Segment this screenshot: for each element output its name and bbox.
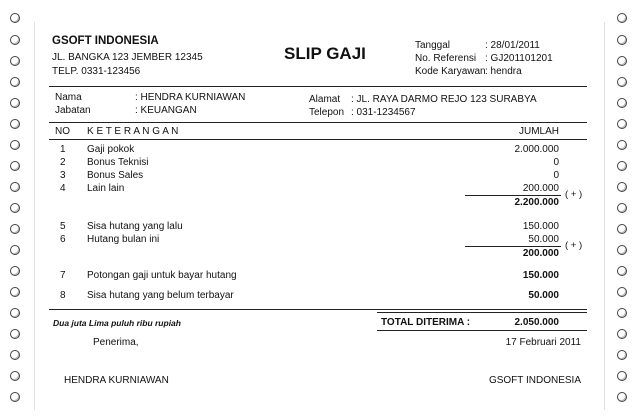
subtotal-amount: 2.200.000 bbox=[514, 197, 559, 208]
divider bbox=[49, 122, 587, 123]
position-value: : KEUANGAN bbox=[135, 105, 197, 116]
feed-hole bbox=[617, 35, 627, 45]
item-desc: Sisa hutang yang belum terbayar bbox=[87, 290, 234, 301]
company-phone: TELP. 0331-123456 bbox=[52, 66, 141, 77]
item-amount: 0 bbox=[553, 157, 559, 168]
item-desc: Sisa hutang yang lalu bbox=[87, 221, 183, 232]
meta-ref-label: No. Referensi bbox=[415, 53, 477, 64]
item-desc: Gaji pokok bbox=[87, 144, 135, 155]
feed-hole bbox=[10, 77, 20, 87]
phone-value: : 031-1234567 bbox=[351, 107, 416, 118]
subtotal-amount: 200.000 bbox=[522, 248, 559, 259]
divider bbox=[49, 86, 587, 87]
feed-hole bbox=[617, 161, 627, 171]
item-amount: 2.000.000 bbox=[514, 144, 559, 155]
feed-hole bbox=[10, 182, 20, 192]
item-desc: Lain lain bbox=[87, 183, 125, 194]
feed-hole bbox=[617, 308, 627, 318]
feed-hole bbox=[10, 329, 20, 339]
feed-hole bbox=[617, 119, 627, 129]
tractor-feed-left bbox=[0, 0, 30, 416]
feed-hole bbox=[10, 308, 20, 318]
company-signature: GSOFT INDONESIA bbox=[488, 375, 581, 386]
item-amount: 0 bbox=[553, 170, 559, 181]
salary-slip bbox=[34, 22, 605, 410]
feed-hole bbox=[10, 140, 20, 150]
feed-hole bbox=[617, 140, 627, 150]
feed-hole bbox=[10, 119, 20, 129]
col-no-header: NO bbox=[55, 126, 70, 137]
document-title: SLIP GAJI bbox=[284, 44, 366, 63]
item-amount: 200.000 bbox=[522, 183, 559, 194]
item-no: 7 bbox=[60, 270, 66, 281]
feed-hole bbox=[10, 224, 20, 234]
address-value: : JL. RAYA DARMO REJO 123 SURABYA bbox=[351, 94, 537, 105]
meta-employee-code-label: Kode Karyawan bbox=[415, 66, 486, 77]
feed-hole bbox=[10, 161, 20, 171]
sign-date: 17 Februari 2011 bbox=[505, 337, 581, 348]
meta-employee-code-value: : hendra bbox=[485, 66, 522, 77]
company-address: JL. BANGKA 123 JEMBER 12345 bbox=[52, 52, 203, 63]
address-label: Alamat bbox=[309, 94, 341, 105]
feed-hole bbox=[617, 329, 627, 339]
feed-hole bbox=[10, 35, 20, 45]
item-amount: 150.000 bbox=[522, 221, 559, 232]
feed-hole bbox=[617, 350, 627, 360]
meta-ref-value: : GJ201101201 bbox=[485, 53, 553, 64]
feed-hole bbox=[617, 245, 627, 255]
feed-hole bbox=[617, 98, 627, 108]
feed-hole bbox=[617, 182, 627, 192]
item-no: 6 bbox=[60, 234, 66, 245]
meta-date-value: : 28/01/2011 bbox=[485, 40, 540, 51]
item-amount: 150.000 bbox=[522, 270, 559, 281]
name-value: : HENDRA KURNIAWAN bbox=[135, 92, 246, 103]
total-bottom-line bbox=[377, 330, 587, 331]
receiver-name: HENDRA KURNIAWAN bbox=[64, 375, 169, 386]
name-label: Nama bbox=[55, 92, 82, 103]
position-label: Jabatan bbox=[55, 105, 91, 116]
total-label: TOTAL DITERIMA : bbox=[381, 317, 471, 328]
subtotal-line bbox=[465, 195, 561, 196]
feed-hole bbox=[10, 56, 20, 66]
item-no: 3 bbox=[60, 170, 66, 181]
feed-hole bbox=[10, 245, 20, 255]
feed-hole bbox=[10, 203, 20, 213]
item-no: 5 bbox=[60, 221, 66, 232]
subtotal-operator: ( + ) bbox=[565, 240, 583, 251]
feed-hole bbox=[10, 350, 20, 360]
feed-hole bbox=[617, 266, 627, 276]
feed-hole bbox=[10, 287, 20, 297]
feed-hole bbox=[617, 371, 627, 381]
meta-date-label: Tanggal bbox=[415, 40, 451, 51]
item-no: 1 bbox=[60, 144, 66, 155]
amount-in-words: Dua juta Lima puluh ribu rupiah bbox=[53, 318, 181, 328]
feed-hole bbox=[10, 392, 20, 402]
feed-hole bbox=[617, 224, 627, 234]
company-name: GSOFT INDONESIA bbox=[52, 35, 159, 47]
feed-hole bbox=[10, 13, 20, 23]
item-desc: Potongan gaji untuk bayar hutang bbox=[87, 270, 237, 281]
item-no: 2 bbox=[60, 157, 66, 168]
feed-hole bbox=[617, 56, 627, 66]
feed-hole bbox=[617, 13, 627, 23]
item-no: 4 bbox=[60, 183, 66, 194]
feed-hole bbox=[617, 203, 627, 213]
divider bbox=[49, 139, 587, 140]
subtotal-operator: ( + ) bbox=[565, 189, 583, 200]
feed-hole bbox=[617, 77, 627, 87]
feed-hole bbox=[617, 287, 627, 297]
tractor-feed-right bbox=[607, 0, 637, 416]
item-no: 8 bbox=[60, 290, 66, 301]
total-top-line bbox=[377, 312, 587, 313]
total-amount: 2.050.000 bbox=[514, 317, 559, 328]
feed-hole bbox=[617, 392, 627, 402]
item-desc: Bonus Sales bbox=[87, 170, 144, 181]
divider bbox=[49, 309, 587, 310]
col-desc-header: K E T E R A N G A N bbox=[87, 126, 179, 137]
subtotal-line bbox=[465, 246, 561, 247]
item-amount: 50.000 bbox=[528, 234, 559, 245]
item-amount: 50.000 bbox=[528, 290, 559, 301]
item-desc: Bonus Teknisi bbox=[87, 157, 149, 168]
feed-hole bbox=[10, 98, 20, 108]
col-amount-header: JUMLAH bbox=[518, 126, 559, 137]
item-desc: Hutang bulan ini bbox=[87, 234, 160, 245]
phone-label: Telepon bbox=[309, 107, 345, 118]
receiver-label: Penerima, bbox=[93, 337, 139, 348]
feed-hole bbox=[10, 371, 20, 381]
feed-hole bbox=[10, 266, 20, 276]
